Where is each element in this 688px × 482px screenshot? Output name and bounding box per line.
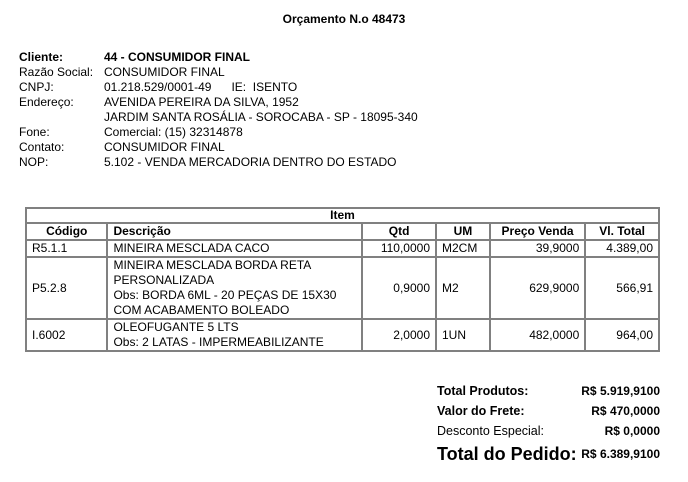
contato-value: CONSUMIDOR FINAL — [104, 140, 225, 154]
endereco-line1: AVENIDA PEREIRA DA SILVA, 1952 — [104, 95, 299, 109]
cell-descricao — [107, 319, 362, 351]
cell-total: 566,91 — [585, 257, 659, 319]
items-header-row — [26, 223, 659, 240]
cell-preco: 39,9000 — [490, 240, 585, 257]
items-section-title: Item — [26, 208, 659, 223]
descricao-line: OLEOFUGANTE 5 LTS — [113, 320, 239, 334]
razao-label: Razão Social: — [19, 65, 94, 79]
header-preco: Preço Venda — [490, 223, 585, 240]
total-pedido-row — [437, 441, 660, 467]
total-produtos-value: R$ 5.919,9100 — [581, 384, 660, 398]
nop-value: 5.102 - VENDA MERCADORIA DENTRO DO ESTADO — [104, 155, 397, 169]
descricao-line: MINEIRA MESCLADA CACO — [113, 241, 270, 255]
cell-descricao — [107, 257, 362, 319]
nop-label: NOP: — [19, 155, 49, 169]
contato-label: Contato: — [19, 140, 65, 154]
cell-descricao — [107, 240, 362, 257]
cell-codigo: P5.2.8 — [26, 257, 107, 319]
cell-um: M2 — [436, 257, 490, 319]
table-row — [26, 257, 659, 319]
cell-um: 1UN — [436, 319, 490, 351]
descricao-line: MINEIRA MESCLADA BORDA RETA — [113, 258, 312, 272]
header-codigo: Código — [26, 223, 107, 240]
valor-frete-value: R$ 470,0000 — [591, 404, 660, 418]
header-total: Vl. Total — [585, 223, 659, 240]
total-pedido-value: R$ 6.389,9100 — [581, 447, 660, 461]
cell-codigo: I.6002 — [26, 319, 107, 351]
cnpj-value: 01.218.529/0001-49 — [104, 80, 212, 94]
desconto-row — [437, 421, 660, 441]
table-row — [26, 240, 659, 257]
cnpj-label: CNPJ: — [19, 80, 54, 94]
cell-preco: 482,0000 — [490, 319, 585, 351]
items-table — [25, 207, 660, 352]
ie-label: IE: — [231, 80, 247, 94]
document-title: Orçamento N.o 48473 — [282, 12, 406, 26]
cliente-label: Cliente: — [19, 50, 64, 64]
ie-value: ISENTO — [252, 80, 298, 94]
descricao-line: PERSONALIZADA — [113, 273, 215, 287]
header-um: UM — [436, 223, 490, 240]
valor-frete-label: Valor do Frete: — [437, 404, 525, 418]
totals-block — [437, 381, 660, 467]
cell-total: 4.389,00 — [585, 240, 659, 257]
desconto-value: R$ 0,0000 — [604, 424, 660, 438]
cell-qtd: 2,0000 — [362, 319, 436, 351]
total-pedido-label: Total do Pedido: — [437, 444, 577, 464]
header-descricao: Descrição — [107, 223, 362, 240]
cell-codigo: R5.1.1 — [26, 240, 107, 257]
descricao-line: Obs: 2 LATAS - IMPERMEABILIZANTE — [113, 335, 324, 349]
cell-qtd: 0,9000 — [362, 257, 436, 319]
cell-qtd: 110,0000 — [362, 240, 436, 257]
fone-value: Comercial: (15) 32314878 — [104, 125, 243, 139]
descricao-line: Obs: BORDA 6ML - 20 PEÇAS DE 15X30 — [113, 288, 337, 302]
endereco-label: Endereço: — [19, 95, 74, 109]
razao-value: CONSUMIDOR FINAL — [104, 65, 225, 79]
cnpj-ie-group — [104, 80, 297, 95]
total-produtos-label: Total Produtos: — [437, 384, 529, 398]
cell-total: 964,00 — [585, 319, 659, 351]
fone-label: Fone: — [19, 125, 50, 139]
cell-preco: 629,9000 — [490, 257, 585, 319]
table-row — [26, 319, 659, 351]
desconto-label: Desconto Especial: — [437, 424, 545, 438]
endereco-line2: JARDIM SANTA ROSÁLIA - SOROCABA - SP - 18095-340 — [104, 110, 418, 124]
header-qtd: Qtd — [362, 223, 436, 240]
cell-um: M2CM — [436, 240, 490, 257]
valor-frete-row — [437, 401, 660, 421]
total-produtos-row — [437, 381, 660, 401]
descricao-line: COM ACABAMENTO BOLEADO — [113, 303, 290, 317]
cliente-value: 44 - CONSUMIDOR FINAL — [104, 50, 251, 64]
